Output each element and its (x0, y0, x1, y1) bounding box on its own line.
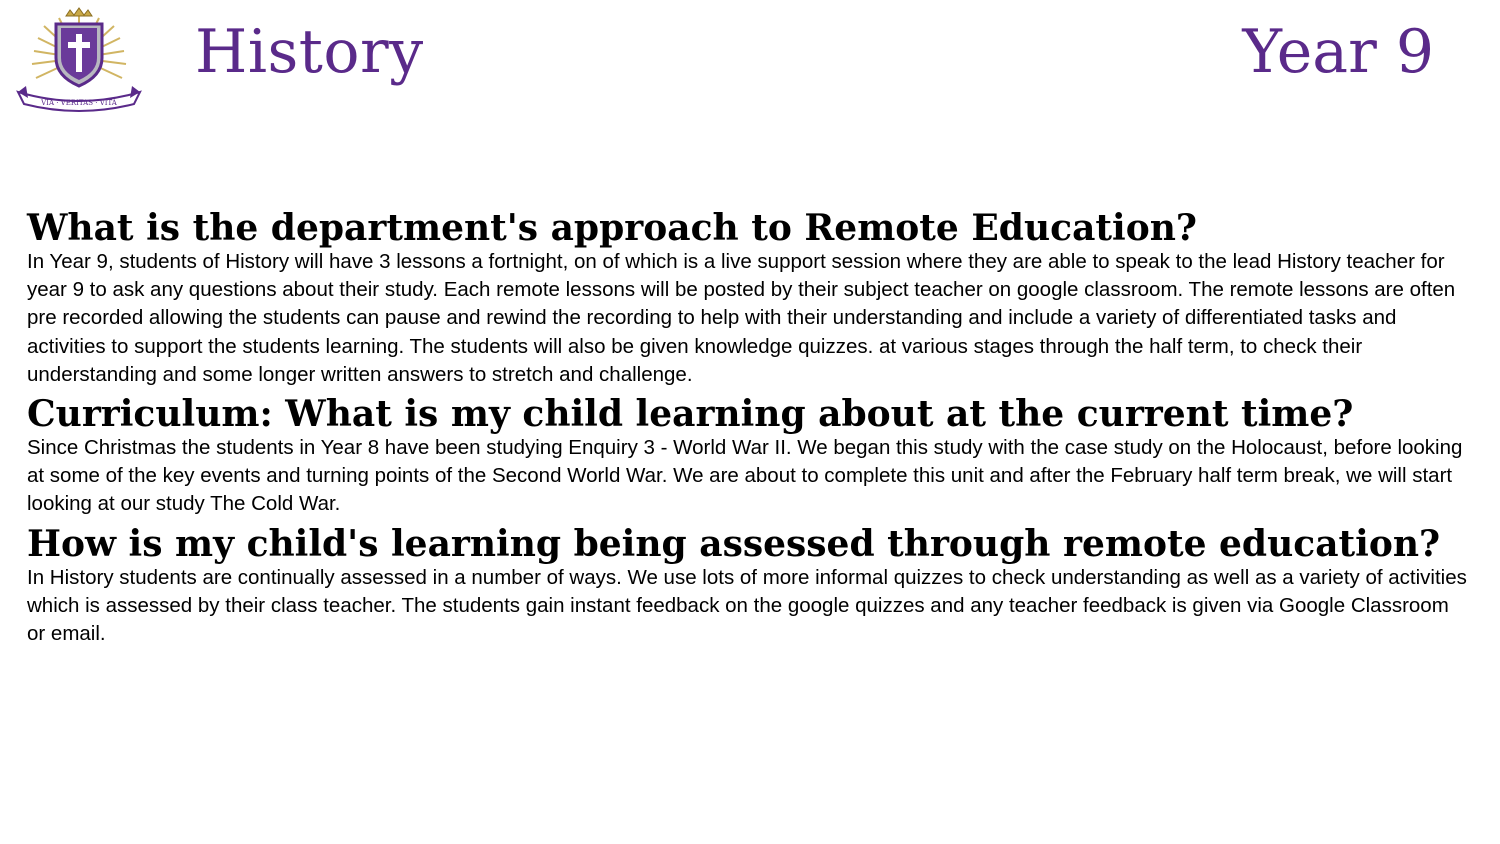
section-heading: How is my child's learning being assessed through remote education? (27, 522, 1441, 565)
crest-icon (14, 6, 144, 116)
subject-title: History (195, 17, 424, 87)
year-title: Year 9 (1242, 17, 1434, 87)
section-remote-approach (27, 206, 1467, 389)
section-body: In Year 9, students of History will have 3 lessons a fortnight, on of which is a live support session where they are able to speak to the lead History teacher for year 9 to ask any questions about their study. Each remote lessons will be posted by their subject teacher on google classroom. The remote lessons are often pre recorded allowing the students can pause and rewind the recording to help with their understanding and include a variety of differentiated tasks and activities to support the students learning. The students will also be given knowledge quizzes. at various stages through the half term, to check their understanding and some longer written answers to stretch and challenge. (27, 250, 1456, 386)
section-curriculum (27, 392, 1467, 519)
section-body: In History students are continually assessed in a number of ways. We use lots of more informal quizzes to check understanding as well as a variety of activities which is assessed by their class teacher. The students gain instant feedback on the google quizzes and any teacher feedback is given via Google Classroom or email. (27, 565, 1467, 646)
content-area (27, 206, 1467, 648)
section-heading: Curriculum: What is my child learning about at the current time? (27, 393, 1354, 436)
section-heading: What is the department's approach to Remote Education? (27, 207, 1197, 249)
section-assessment (27, 522, 1467, 649)
school-crest-logo (14, 6, 144, 116)
section-body: Since Christmas the students in Year 8 have been studying Enquiry 3 - World War II. We began this study with the case study on the Holocaust, before looking at some of the key events and turning points of the Second World War. We are about to complete this unit and after the February half term break, we will start looking at our study The Cold War. (27, 436, 1463, 516)
crest-motto: VIA · VERITAS · VITA (41, 99, 117, 107)
